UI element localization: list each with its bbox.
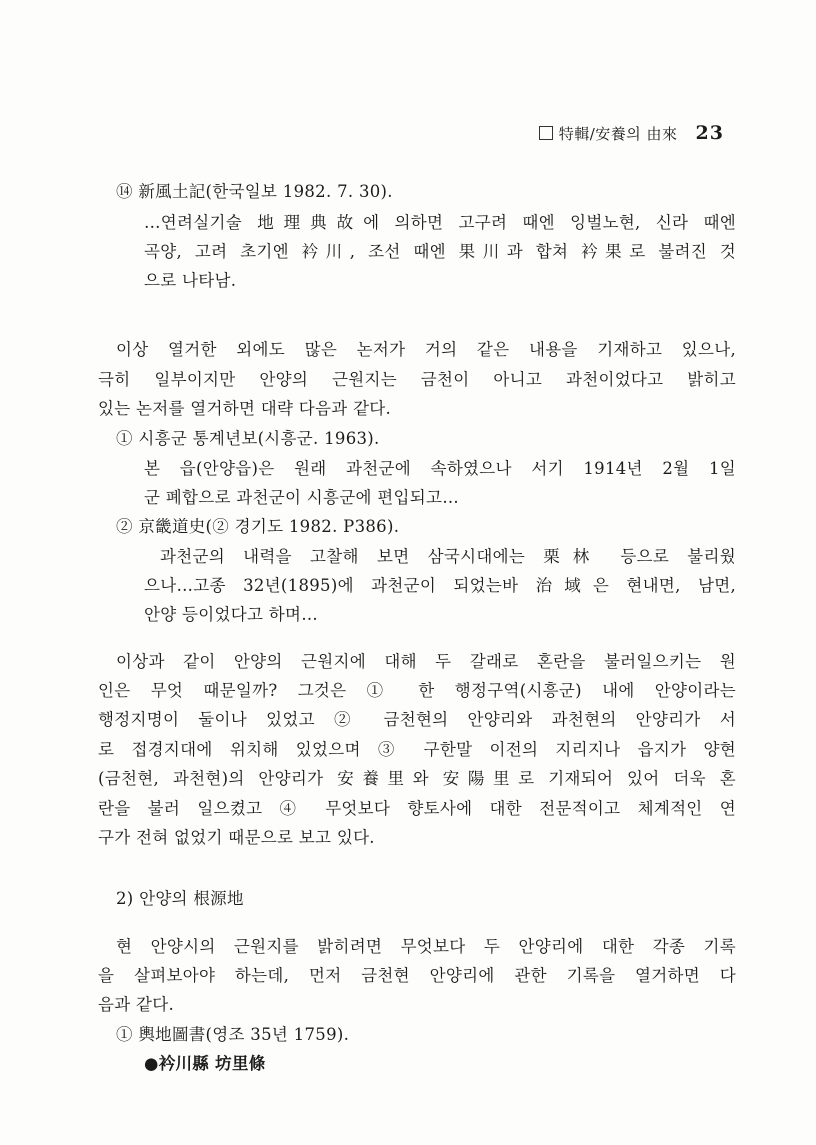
paragraph-line: 극히 일부이지만 안양의 근원지는 금천이 아니고 과천이었다고 밝히고 [98,370,736,389]
paragraph-line: 구가 전혀 없었기 때문으로 보고 있다. [98,828,375,847]
quote-line: 안양 등이었다고 하며… [144,605,319,624]
paragraph-line: 현 안양시의 근원지를 밝히려면 무엇보다 두 안양리에 대한 각종 기록 [116,937,736,956]
quote-line: 으나…고종 32년(1895)에 과천군이 되었는바 治域은 현내면, 남면, [144,576,736,595]
paragraph-line: 란을 불러 일으켰고 ④ 무엇보다 향토사에 대한 전문적이고 체계적인 연 [98,799,736,818]
paragraph-line: 이상과 같이 안양의 근원지에 대해 두 갈래로 혼란을 불러일으키는 원 [116,652,736,671]
section-heading: 2) 안양의 根源地 [116,889,244,908]
square-outline-icon [539,126,553,140]
quote-line: …연려실기술 地理典故에 의하면 고구려 때엔 잉벌노현, 신라 때엔 [144,213,736,232]
quote-line: 본 읍(안양읍)은 원래 과천군에 속하였으나 서기 1914년 2월 1일 [144,459,736,478]
quote-line: 곡양, 고려 초기엔 衿川, 조선 때엔 果川과 합쳐 衿果로 불려진 것 [144,242,736,261]
quote-line: 으로 나타남. [144,271,237,290]
paragraph-line: 로 접경지대에 위치해 있었으며 ③ 구한말 이전의 지리지나 읍지가 양현 [98,740,736,759]
paragraph-line: 행정지명이 둘이나 있었고 ② 금천현의 안양리와 과천현의 안양리가 서 [98,710,736,729]
quote-line: 과천군의 내력을 고찰해 보면 삼국시대에는 栗林 등으로 불리웠 [160,547,736,566]
paragraph-line: 인은 무엇 때문일까? 그것은 ① 한 행정구역(시흥군) 내에 안양이라는 [98,681,736,700]
sub-heading: ●衿川縣 坊里條 [144,1054,266,1073]
paragraph-line: 이상 열거한 외에도 많은 논저가 거의 같은 내용을 기재하고 있으나, [116,340,736,359]
paragraph-line: 있는 논저를 열거하면 대략 다음과 같다. [98,399,392,418]
page-number: 23 [695,122,724,144]
paragraph-line: 을 살펴보아야 하는데, 먼저 금천현 안양리에 관한 기록을 열거하면 다 [98,966,736,985]
paragraph-line: (금천현, 과천현)의 안양리가 安養里와 安陽里로 기재되어 있어 더욱 혼 [98,769,736,788]
list-item-2: ② 京畿道史(② 경기도 1982. P386). [116,517,400,536]
list-item-1-source: ① 輿地圖書(영조 35년 1759). [116,1025,350,1044]
running-header [539,122,724,144]
header-title: 特輯/安養의 由來 [558,125,678,143]
paragraph-line: 음과 같다. [98,995,175,1014]
list-item-14: ⑭ 新風土記(한국일보 1982. 7. 30). [116,182,393,201]
quote-line: 군 폐합으로 과천군이 시흥군에 편입되고… [144,488,460,507]
list-item-1: ① 시흥군 통계년보(시흥군. 1963). [116,429,380,448]
